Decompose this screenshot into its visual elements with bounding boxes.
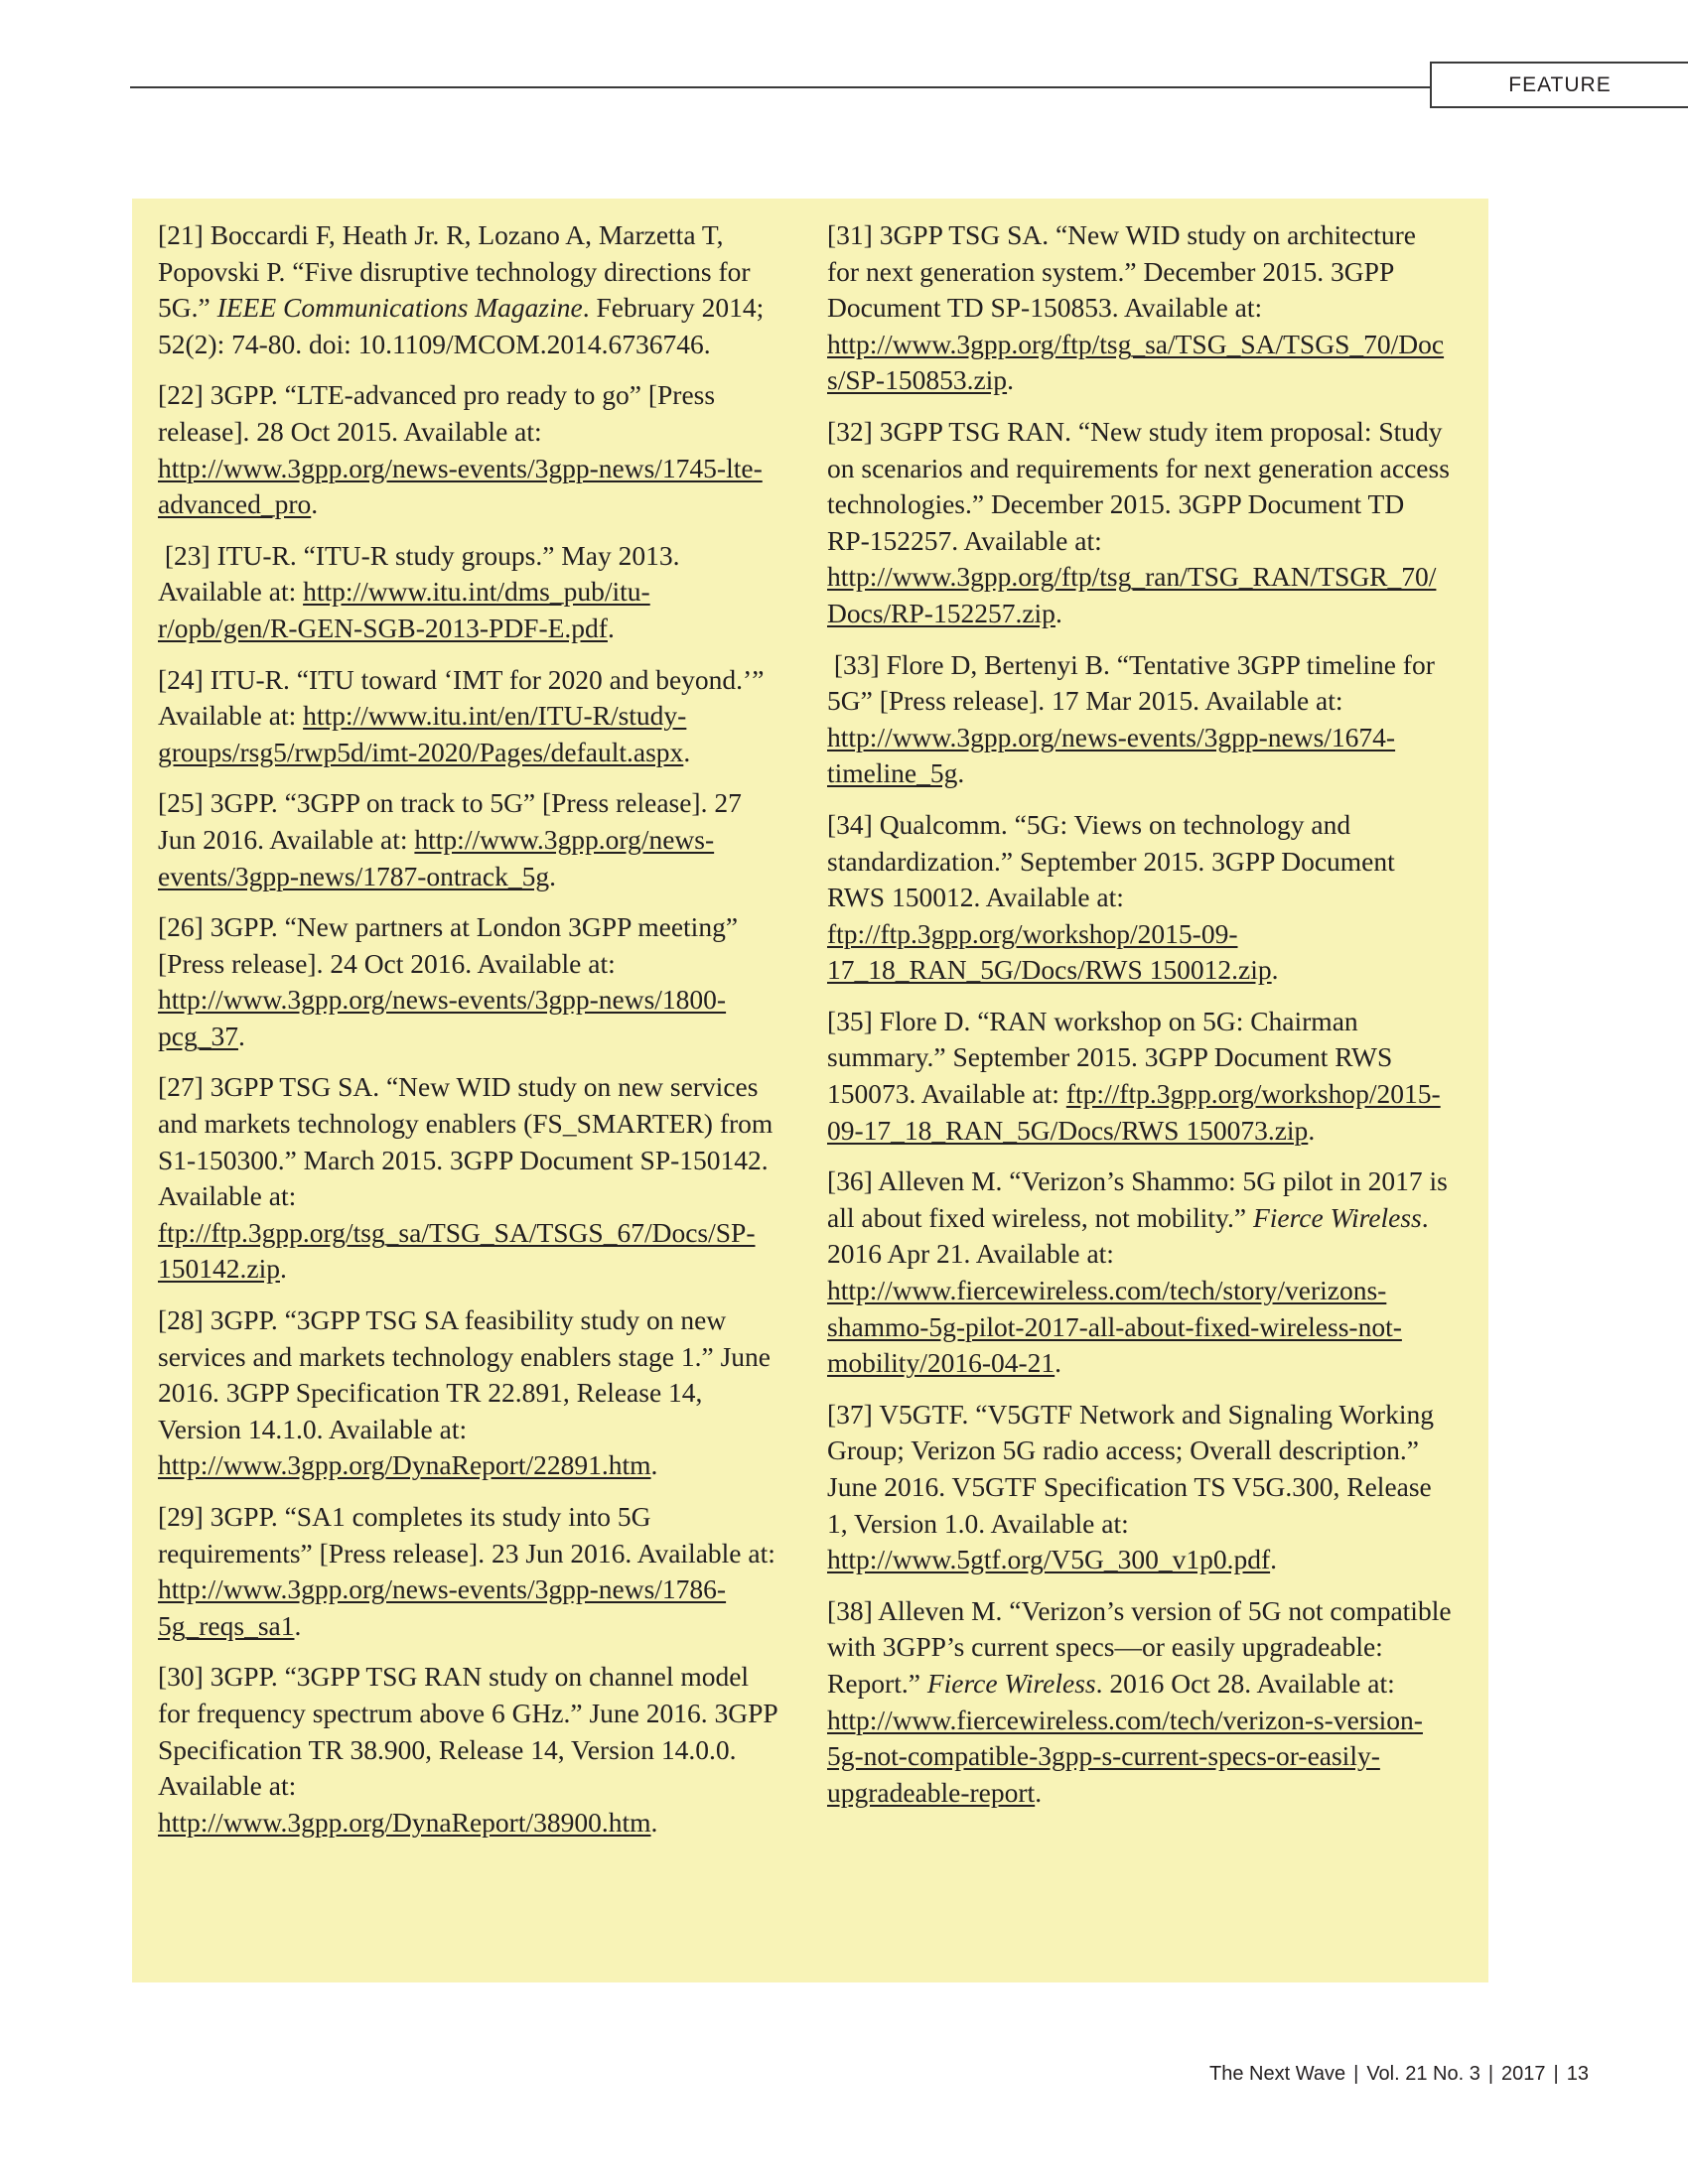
reference-text: . <box>650 1806 658 1838</box>
reference-text: [30] 3GPP. “3GPP TSG RAN study on channel model for frequency spectrum above 6 GHz.” June 2016. 3GPP Specification TR 38.900, Release 14, Version 14.0.0. Available at: <box>158 1661 777 1802</box>
reference-text: . February 2014; 52(2): 74-80. doi: 10.1109/MCOM.2014.6736746. <box>158 292 765 359</box>
reference-text: . <box>957 757 965 789</box>
reference-link[interactable]: http://www.3gpp.org/ftp/tsg_ran/TSG_RAN/TSGR_70/Docs/RP-152257.zip <box>827 561 1437 628</box>
references-column-right <box>827 217 1453 1826</box>
reference-text: . <box>1055 1347 1062 1379</box>
reference-text: [33] Flore D, Bertenyi B. “Tentative 3GPP timeline for 5G” [Press release]. 17 Mar 2015. Available at: <box>827 648 1442 717</box>
reference-text: . <box>1055 597 1062 628</box>
reference-32 <box>827 414 1453 632</box>
publication-year: 2017 <box>1501 2063 1546 2085</box>
reference-text: . <box>1007 364 1014 396</box>
page-number: 13 <box>1566 2063 1589 2085</box>
page-footer <box>1209 2063 1589 2086</box>
reference-text: [35] Flore D. “RAN workshop on 5G: Chairman summary.” September 2015. 3GPP Document RWS 150073. Available at: <box>827 1005 1393 1110</box>
reference-text: [26] 3GPP. “New partners at London 3GPP meeting” [Press release]. 24 Oct 2016. Available at: <box>158 911 739 979</box>
reference-link[interactable]: http://www.fiercewireless.com/tech/verizon-s-version-5g-not-compatible-3gpp-s-current-specs-or-easily-upgradeable-report <box>827 1704 1423 1808</box>
reference-text: . <box>650 1449 658 1481</box>
reference-text: [36] Alleven M. “Verizon’s Shammo: 5G pilot in 2017 is all about fixed wireless, not mobility.” <box>827 1165 1448 1233</box>
reference-text: [27] 3GPP TSG SA. “New WID study on new services and markets technology enablers (FS_SMARTER) from S1-150300.” March 2015. 3GPP Document SP-150142. Available at: <box>158 1071 774 1212</box>
reference-text: . 2016 Oct 28. Available at: <box>1095 1667 1395 1699</box>
reference-text: [32] 3GPP TSG RAN. “New study item proposal: Study on scenarios and requirements for next generation access technologies.” December 2015. 3GPP Document TD RP-152257. Available at: <box>827 415 1450 556</box>
reference-text: . <box>1035 1776 1043 1808</box>
header-rule <box>130 86 1431 88</box>
reference-text: [25] 3GPP. “3GPP on track to 5G” [Press release]. 27 Jun 2016. Available at: <box>158 787 742 855</box>
reference-text: [24] ITU-R. “ITU toward ‘IMT for 2020 and beyond.’” Available at: <box>158 663 765 732</box>
reference-link[interactable]: ftp://ftp.3gpp.org/workshop/2015-09-17_18_RAN_5G/Docs/RWS 150073.zip <box>827 1078 1441 1146</box>
reference-21 <box>158 217 783 362</box>
reference-23 <box>158 538 783 647</box>
reference-link[interactable]: http://www.3gpp.org/news-events/3gpp-news/1674-timeline_5g <box>827 721 1396 789</box>
reference-link[interactable]: http://www.3gpp.org/news-events/3gpp-news/1745-lte-advanced_pro <box>158 452 763 520</box>
footer-separator: | <box>1487 2063 1494 2085</box>
reference-text: . <box>311 488 319 520</box>
reference-link[interactable]: http://www.fiercewireless.com/tech/story/verizons-shammo-5g-pilot-2017-all-about-fixed-wireless-not-mobility/2016-04-21 <box>827 1275 1402 1379</box>
volume-issue: Vol. 21 No. 3 <box>1366 2063 1480 2085</box>
reference-link[interactable]: http://www.3gpp.org/news-events/3gpp-news/1786-5g_reqs_sa1 <box>158 1573 727 1641</box>
reference-text: [38] Alleven M. “Verizon’s version of 5G not compatible with 3GPP’s current specs—or easily upgradeable: Report.” <box>827 1594 1452 1699</box>
reference-29 <box>158 1499 783 1644</box>
footer-separator: | <box>1553 2063 1559 2085</box>
reference-text: [28] 3GPP. “3GPP TSG SA feasibility study on new services and markets technology enablers stage 1.” June 2016. 3GPP Specification TR 22.891, Release 14, Version 14.1.0. Available at: <box>158 1304 772 1444</box>
reference-text: [37] V5GTF. “V5GTF Network and Signaling Working Group; Verizon 5G radio access; Overall description.” June 2016. V5GTF Specification TS V5G.300, Release 1, Version 1.0. Available at: <box>827 1398 1434 1539</box>
reference-26 <box>158 909 783 1054</box>
reference-36 <box>827 1163 1453 1382</box>
reference-38 <box>827 1593 1453 1812</box>
reference-link[interactable]: http://www.3gpp.org/DynaReport/22891.htm <box>158 1449 651 1481</box>
footer-separator: | <box>1353 2063 1359 2085</box>
reference-text: . <box>237 1020 245 1051</box>
reference-link[interactable]: http://www.3gpp.org/news-events/3gpp-news/1787-ontrack_5g <box>158 823 715 891</box>
publication-name: The Next Wave <box>1209 2063 1346 2085</box>
reference-33 <box>827 647 1453 792</box>
reference-34 <box>827 807 1453 989</box>
reference-text: . <box>607 612 615 643</box>
reference-link[interactable]: http://www.5gtf.org/V5G_300_v1p0.pdf <box>827 1544 1271 1575</box>
reference-text: . 2016 Apr 21. Available at: <box>827 1201 1429 1270</box>
reference-link[interactable]: http://www.itu.int/dms_pub/itu-r/opb/gen/R-GEN-SGB-2013-PDF-E.pdf <box>158 576 650 643</box>
reference-text: [29] 3GPP. “SA1 completes its study into 5G requirements” [Press release]. 23 Jun 2016. Available at: <box>158 1501 775 1569</box>
reference-28 <box>158 1302 783 1484</box>
reference-text: [23] ITU-R. “ITU-R study groups.” May 2013. Available at: <box>158 539 685 608</box>
reference-27 <box>158 1069 783 1288</box>
reference-25 <box>158 785 783 894</box>
section-tab <box>1430 62 1688 108</box>
reference-30 <box>158 1659 783 1841</box>
reference-journal: Fierce Wireless <box>1252 1201 1422 1233</box>
references-column-left <box>158 217 783 1855</box>
reference-link[interactable]: http://www.3gpp.org/DynaReport/38900.htm <box>158 1806 651 1838</box>
reference-text: [22] 3GPP. “LTE-advanced pro ready to go” [Press release]. 28 Oct 2015. Available at: <box>158 379 716 447</box>
reference-link[interactable]: ftp://ftp.3gpp.org/workshop/2015-09-17_18_RAN_5G/Docs/RWS 150012.zip <box>827 917 1272 986</box>
reference-link[interactable]: http://www.3gpp.org/news-events/3gpp-news/1800-pcg_37 <box>158 984 727 1051</box>
reference-24 <box>158 662 783 771</box>
reference-text: . <box>1271 954 1279 986</box>
reference-31 <box>827 217 1453 399</box>
reference-37 <box>827 1397 1453 1578</box>
reference-text: [21] Boccardi F, Heath Jr. R, Lozano A, Marzetta T, Popovski P. “Five disruptive technology directions for 5G.” <box>158 219 751 324</box>
reference-text: . <box>1270 1544 1277 1575</box>
reference-link[interactable]: http://www.itu.int/en/ITU-R/study-groups/rsg5/rwp5d/imt-2020/Pages/default.aspx <box>158 700 687 767</box>
reference-35 <box>827 1004 1453 1149</box>
reference-journal: IEEE Communications Magazine <box>216 292 583 324</box>
reference-22 <box>158 377 783 522</box>
reference-text: [34] Qualcomm. “5G: Views on technology and standardization.” September 2015. 3GPP Document RWS 150012. Available at: <box>827 808 1395 913</box>
reference-text: . <box>294 1609 302 1641</box>
reference-text: . <box>683 736 691 767</box>
reference-text: . <box>279 1253 287 1285</box>
reference-link[interactable]: http://www.3gpp.org/ftp/tsg_sa/TSG_SA/TSGS_70/Docs/SP-150853.zip <box>827 328 1445 396</box>
reference-text: . <box>1308 1114 1316 1146</box>
reference-journal: Fierce Wireless <box>926 1667 1096 1699</box>
reference-text: [31] 3GPP TSG SA. “New WID study on architecture for next generation system.” December 2015. 3GPP Document TD SP-150853. Available at: <box>827 219 1416 324</box>
reference-link[interactable]: ftp://ftp.3gpp.org/tsg_sa/TSG_SA/TSGS_67/Docs/SP-150142.zip <box>158 1216 756 1285</box>
section-label: FEATURE <box>1508 72 1612 96</box>
reference-text: . <box>549 860 556 891</box>
